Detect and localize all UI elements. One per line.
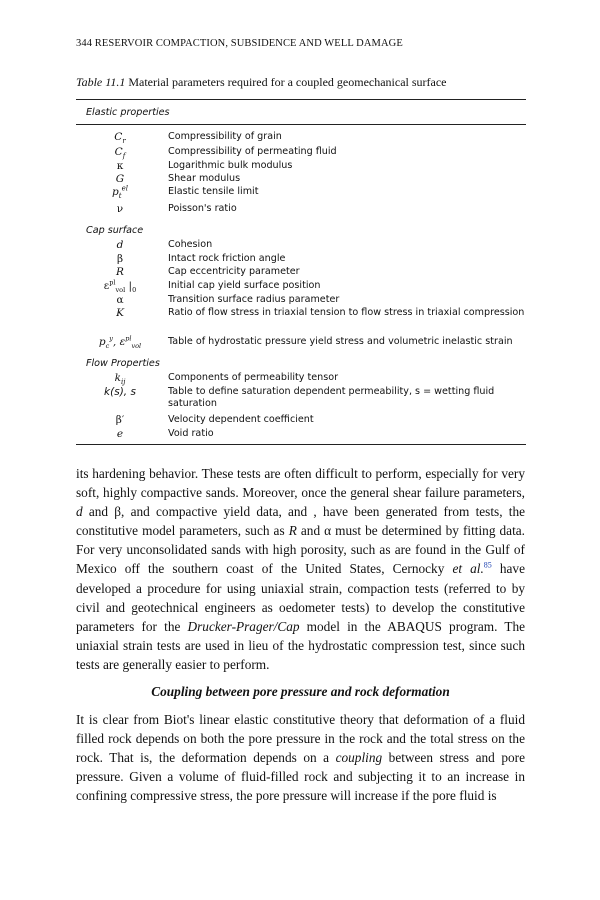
- row-description: Components of permeability tensor: [168, 372, 339, 383]
- symbol-pt-el: $p_t^{el}$: [112, 184, 128, 201]
- symbol-beta-prime: β′: [115, 414, 125, 426]
- symbol-r: R: [116, 266, 124, 278]
- table-caption-text: Material parameters required for a coupled geomechanical surface: [128, 75, 447, 89]
- symbol-cf: $C_f$: [114, 146, 126, 161]
- table-label: Table 11.1: [76, 75, 126, 89]
- body-paragraph-2: [76, 710, 525, 805]
- row-description: Cohesion: [168, 239, 213, 250]
- row-description: Velocity dependent coefficient: [168, 414, 314, 425]
- row-description: Cap eccentricity parameter: [168, 266, 300, 277]
- table-bottom-rule: [76, 444, 526, 445]
- symbol-g: G: [115, 173, 125, 185]
- para1-var-r: R: [288, 523, 297, 539]
- body-paragraph-1: [76, 464, 539, 674]
- symbol-ks-s: k(s), s: [104, 386, 136, 398]
- running-head: 344 RESERVOIR COMPACTION, SUBSIDENCE AND WELL DAMAGE: [76, 38, 403, 49]
- row-description: Transition surface radius parameter: [168, 294, 340, 305]
- table-header-rule: [76, 124, 526, 125]
- para2-text: It is clear from Biot's linear elastic constitutive theory that deformation of a fluid filled rock depends on both the pore pressure in the rock and the total stress on the rock. That is, the deformation depends on a: [76, 712, 525, 766]
- section-title-cap: Cap surface: [86, 225, 144, 236]
- table-caption: [76, 75, 447, 90]
- para1-text: and α must be determined by fitting data. For very unconsolidated sands with high porosity, such as are found in the Gulf of Mexico off the southern coast of the United States, Cernocky: [76, 523, 526, 577]
- para1-text: and β, and compactive yield data, and , have been generated from tests, the constitutive model parameters, such as: [76, 504, 525, 539]
- symbol-kij: $k_{ij}$: [114, 372, 126, 387]
- row-description: Void ratio: [168, 428, 214, 439]
- row-description: Shear modulus: [168, 173, 241, 184]
- row-description: Poisson's ratio: [168, 203, 237, 214]
- row-description: Table of hydrostatic pressure yield stress and volumetric inelastic strain: [168, 336, 513, 347]
- symbol-k-ratio: K: [116, 307, 124, 319]
- reference-link-85[interactable]: 85: [483, 561, 492, 571]
- row-description: Compressibility of grain: [168, 131, 282, 142]
- symbol-e: e: [116, 428, 124, 440]
- row-description: Logarithmic bulk modulus: [168, 160, 293, 171]
- section-title-flow: Flow Properties: [86, 358, 160, 369]
- symbol-nu: ν: [116, 203, 124, 215]
- symbol-kappa: κ: [116, 160, 124, 172]
- para1-model-name: Drucker-Prager/Cap: [187, 618, 300, 634]
- symbol-d: d: [116, 239, 124, 251]
- para1-text: model in the ABAQUS program. The uniaxial strain tests are used in lieu of the hydrostatic compression test, since such tests are generally easier to perform.: [76, 618, 539, 672]
- row-description: Initial cap yield surface position: [168, 280, 321, 291]
- row-description: Table to define saturation dependent permeability, s = wetting fluid saturation: [168, 386, 495, 409]
- table-top-rule: [76, 99, 526, 100]
- para1-var-d: d: [76, 504, 83, 520]
- para2-text: between stress and pore pressure. Given a volume of fluid-filled rock and subjecting it to an increase in confining compressive stress, the pore pressure will increase if the pore fluid is: [76, 750, 525, 804]
- para2-coupling: coupling: [335, 750, 383, 766]
- row-description: Elastic tensile limit: [168, 186, 259, 197]
- symbol-pc-y-eps: $p_c^y$, $\varepsilon^{pl}_{vol}$: [98, 334, 142, 351]
- symbol-cr: $C_r$: [114, 131, 126, 146]
- section-heading: Coupling between pore pressure and rock deformation: [151, 684, 450, 699]
- row-description: Intact rock friction angle: [168, 253, 286, 264]
- para1-text: its hardening behavior. These tests are often difficult to perform, especially for very soft, highly compactive sands. Moreover, once the general shear failure parameters,: [76, 466, 525, 501]
- symbol-alpha: α: [116, 294, 124, 306]
- section-title-elastic: Elastic properties: [86, 107, 170, 118]
- symbol-beta: β: [116, 253, 124, 265]
- para1-etal: et al.: [452, 561, 484, 577]
- row-description: Ratio of flow stress in triaxial tension to flow stress in triaxial compression: [168, 307, 525, 318]
- para1-text: have developed a procedure for using uniaxial strain, compaction tests (referred to by civil and geotechnical engineers as oedometer tests) to develop the constitutive parameters for the: [76, 561, 525, 634]
- row-description: Compressibility of permeating fluid: [168, 146, 337, 157]
- symbol-eps-vol-pl-0: $\varepsilon^{pl}_{vol}$ $|_0$: [103, 278, 137, 295]
